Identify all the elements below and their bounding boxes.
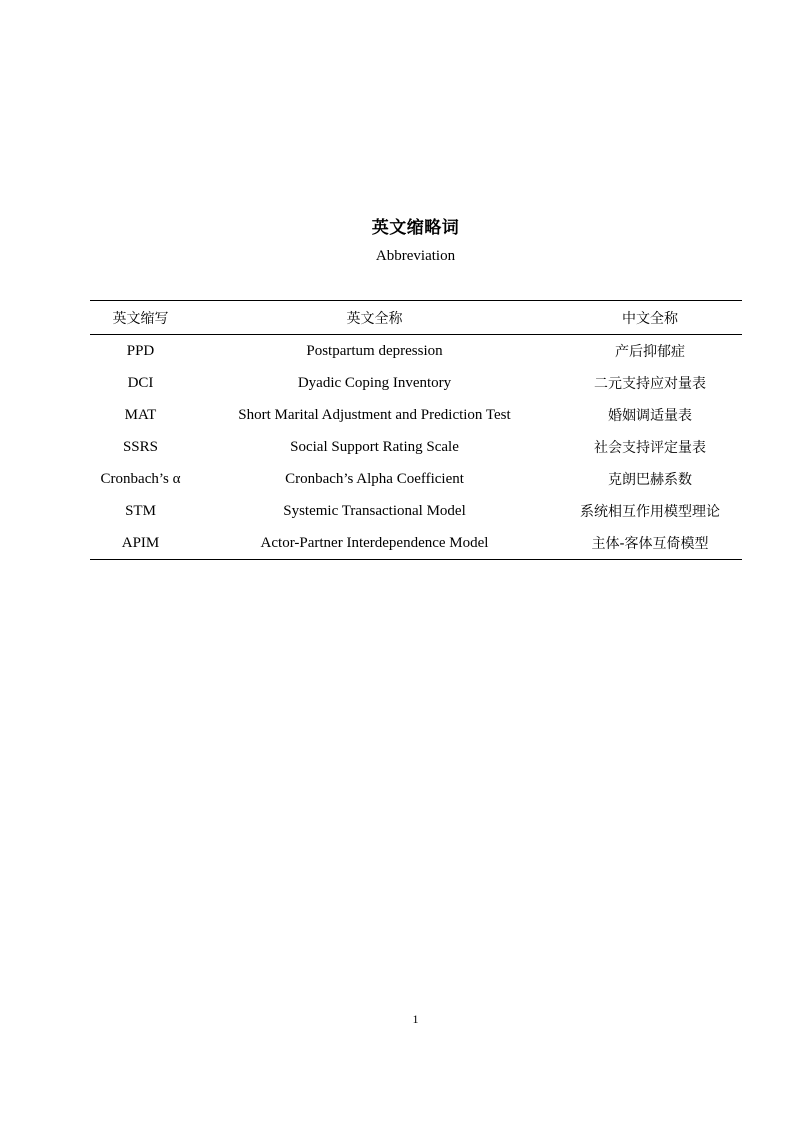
table-row — [90, 431, 742, 463]
table-row — [90, 495, 742, 527]
english-name-cell: Short Marital Adjustment and Prediction Test — [238, 406, 511, 423]
page-number: 1 — [412, 1012, 419, 1026]
abbreviation-cell: PPD — [126, 342, 155, 359]
table-row — [90, 335, 742, 368]
english-name-cell: Systemic Transactional Model — [283, 502, 466, 519]
chinese-name-cell: 系统相互作用模型理论 — [580, 504, 720, 520]
page-subtitle: Abbreviation — [375, 248, 456, 264]
chinese-name-cell: 二元支持应对量表 — [594, 376, 706, 392]
chinese-name-cell: 主体-客体互倚模型 — [591, 536, 709, 552]
chinese-name-cell: 克朗巴赫系数 — [608, 472, 692, 488]
table-header — [90, 301, 742, 335]
page-title: 英文缩略词 — [371, 218, 460, 238]
abbreviation-table — [90, 300, 742, 560]
table-row — [90, 367, 742, 399]
table-row — [90, 527, 742, 560]
abbreviation-cell: APIM — [121, 534, 160, 551]
english-name-cell: Social Support Rating Scale — [290, 438, 459, 455]
english-name-cell: Dyadic Coping Inventory — [297, 374, 452, 391]
abbreviation-cell: DCI — [127, 374, 154, 391]
table-body — [90, 335, 742, 560]
abbreviation-cell: Cronbach’s α — [100, 470, 181, 487]
table-header-row — [90, 301, 742, 335]
abbreviation-cell: STM — [125, 502, 156, 519]
english-name-cell: Postpartum depression — [306, 342, 443, 359]
abbreviation-cell: SSRS — [122, 438, 159, 455]
chinese-name-cell: 社会支持评定量表 — [594, 440, 706, 456]
english-name-cell: Actor-Partner Interdependence Model — [260, 534, 489, 551]
chinese-name-cell: 婚姻调适量表 — [608, 408, 692, 424]
header-chinese-full-name: 中文全称 — [622, 310, 678, 327]
header-abbreviation: 英文缩写 — [112, 310, 169, 327]
chinese-name-cell: 产后抑郁症 — [615, 344, 685, 360]
table-row — [90, 399, 742, 431]
english-name-cell: Cronbach’s Alpha Coefficient — [285, 470, 464, 487]
table-row — [90, 463, 742, 495]
abbreviation-cell: MAT — [124, 406, 157, 423]
header-english-full-name: 英文全称 — [346, 310, 403, 327]
